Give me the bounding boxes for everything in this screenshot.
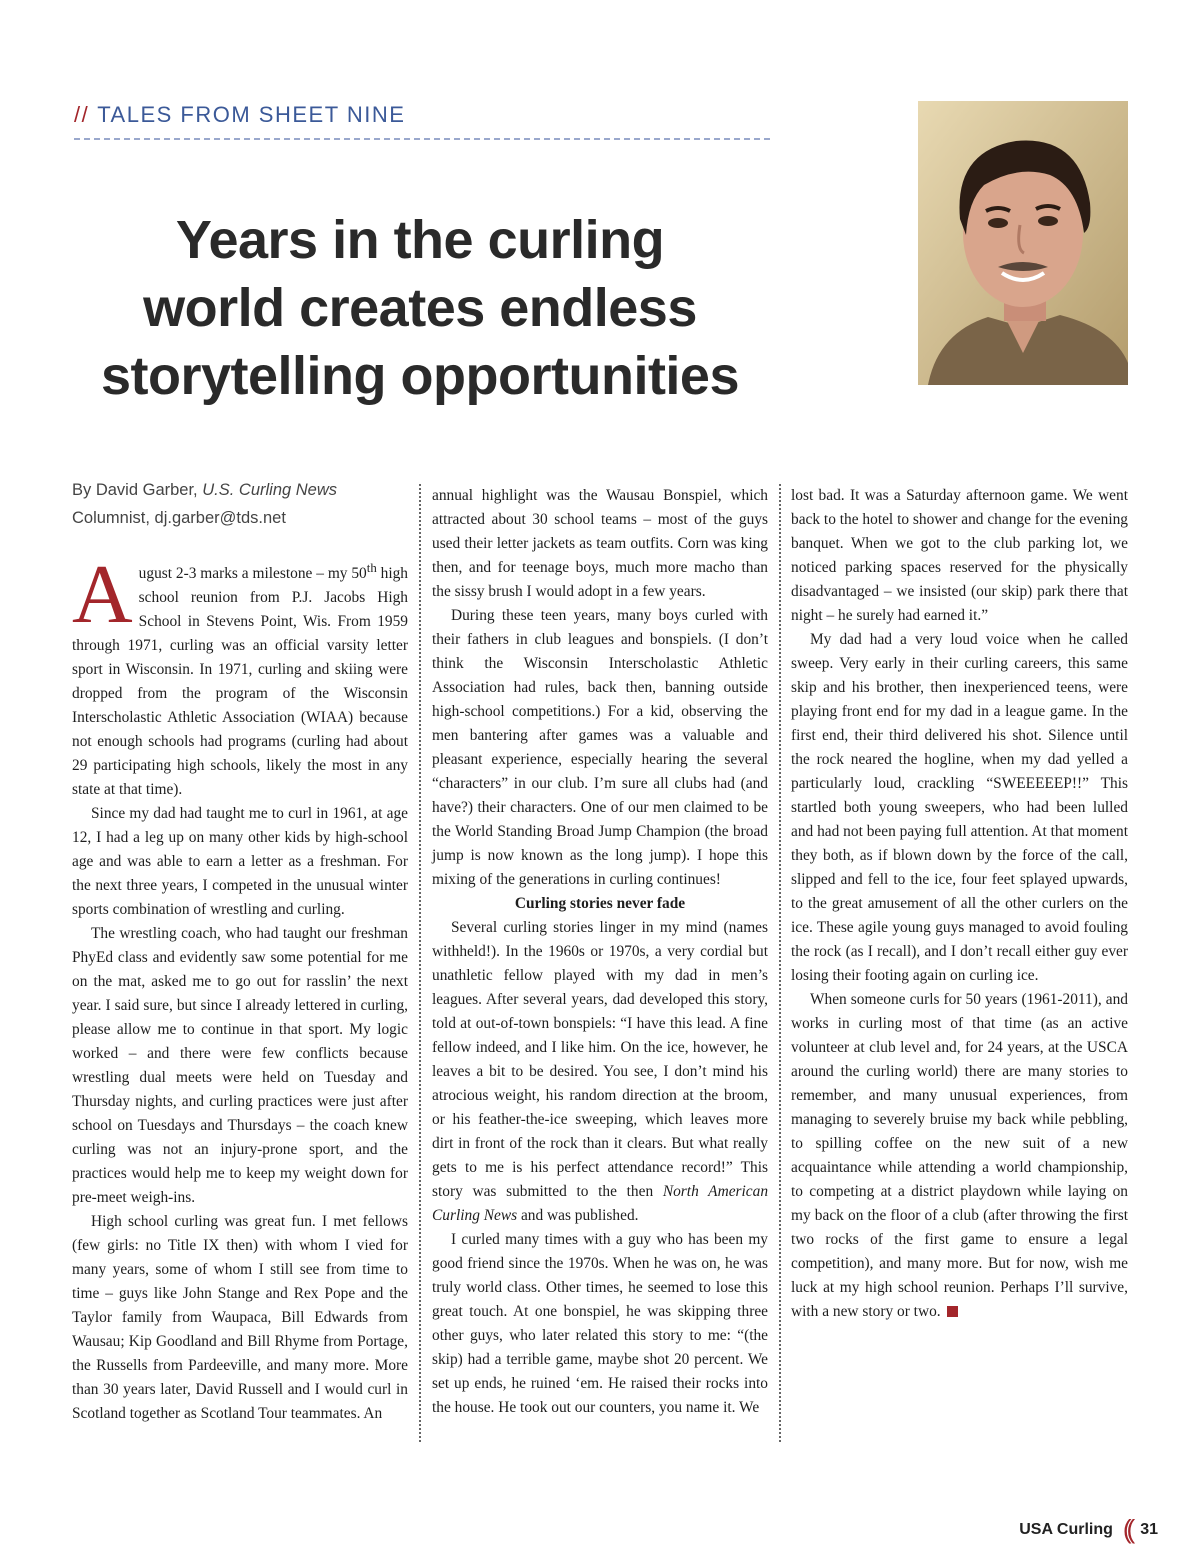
superscript-th: th — [366, 561, 377, 575]
article-column-2 — [432, 484, 768, 1420]
paragraph-7-continued: lost bad. It was a Saturday afternoon game. We went back to the hotel to shower and change for the evening banquet. When we got to the club parking lot, we noticed parking spaces reserved for the physically disadvantaged – we insisted (our skip) park there that night – he surely had earned it.” — [791, 487, 1128, 624]
page-number: 31 — [1140, 1520, 1158, 1538]
paragraph-9-text: When someone curls for 50 years (1961-2011), and works in curling most of that time (as an active volunteer at club level and, for 24 years, at the USCA around the curling world) there are many stories to remember, and many unusual experiences, from managing to severely bruise my back while pebbling, to spilling coffee on the new suit of a new acquaintance while attending a world championship, to competing at a district playdown while laying on my back on the floor of a club (after throwing the first two rocks of the first game to ensure a legal competition), and many more. But for now, wish me luck at my high school reunion. Perhaps I’ll survive, with a new story or two. — [791, 991, 1128, 1320]
headline-line-2: world creates endless — [143, 278, 697, 338]
paragraph-3: The wrestling coach, who had taught our freshman PhyEd class and evidently saw some potential for me on the mat, asked me to go out for rasslin’ the next year. I said sure, but since I already lettered in curling, please allow me to continue in that sport. My logic worked – and there were few conflicts because wrestling dual meets were held on Tuesday and Thursday nights, and curling practices were just after school on Tuesdays and Thursdays – the coach knew curling was not an injury-prone sport, and the practices would help me to keep my weight down for pre-meet weigh-ins. — [72, 925, 408, 1207]
paragraph-1-text-b: high school reunion from P.J. Jacobs High School in Stevens Point, Wis. From 1959 through 1971, curling was an official varsity letter sport in Wisconsin. In 1971, curling and skiing were dropped from the program of the Wisconsin Interscholastic Athletic Association (WIAA) because not enough schools had programs (curling had about 29 participating high schools, likely the most in any state at that time). — [72, 565, 408, 799]
paragraph-5: During these teen years, many boys curled with their fathers in club leagues and bonspiels. (I don’t think the Wisconsin Interscholastic Athletic Association had rules, back then, banning outside high-school competitions.) For a kid, observing the men bantering after games was a valuable and pleasant experience, especially hearing the several “characters” in our club. I’m sure all clubs had (and have?) their characters. One of our men claimed to be the World Standing Broad Jump Champion (the broad jump is now known as the long jump). I hope this mixing of the generations in curling continues! — [432, 607, 768, 888]
paragraph-4: High school curling was great fun. I met fellows (few girls: no Title IX then) with whom I vied for many years, some of whom I still see from time to time – guys like John Stange and Rex Pope and the Taylor family from Waupaca, Bill Edwards from Wausau; Kip Goodland and Bill Rhyme from Portage, the Russells from Pardeeville, and many more. More than 30 years later, David Russell and I would curl in Scotland together as Scotland Tour teammates. An — [72, 1213, 408, 1423]
column-divider-2 — [779, 484, 781, 1442]
author-portrait — [918, 101, 1128, 385]
kicker-divider — [74, 138, 770, 140]
column-divider-1 — [419, 484, 421, 1442]
paragraph-6-text-a: Several curling stories linger in my mind (names withheld!). In the 1960s or 1970s, a very cordial but unathletic fellow played with my dad in men’s leagues. After several years, dad developed this story, told at out-of-town bonspiels: “I have this lead. A fine fellow indeed, and I like him. On the ice, however, he leaves a bit to be desired. You see, I don’t mind his atrocious weight, his random direction at the broom, or his feather-the-ice sweeping, which leaves more dirt in front of the rock than it clears. But what really gets to me is his perfect attendance record!” This story was submitted to the then — [432, 919, 768, 1200]
subhead: Curling stories never fade — [514, 895, 686, 912]
paragraph-1 — [72, 548, 408, 802]
paragraph-1-text-a: ugust 2-3 marks a milestone – my 50 — [138, 565, 367, 583]
page-footer — [1019, 1514, 1158, 1545]
publication-title: North American Curling News — [432, 1183, 769, 1224]
headline-line-1: Years in the curling — [175, 210, 665, 270]
article-headline — [60, 206, 780, 410]
kicker-label: TALES FROM SHEET NINE — [97, 102, 406, 127]
headline-line-3: storytelling opportunities — [100, 346, 739, 406]
paragraph-9 — [791, 988, 1128, 1324]
byline-publication: U.S. Curling News — [202, 481, 338, 499]
author-portrait-illustration — [918, 101, 1128, 385]
footer-parenthesis-icon: (( — [1122, 1514, 1131, 1544]
paragraph-7: I curled many times with a guy who has been my good friend since the 1970s. When he was on, he was truly world class. Other times, he seemed to lose this great touch. At one bonspiel, he was skipping three other guys, who later related this story to me: “(the skip) had a terrible game, maybe shot 20 percent. We set up ends, he ruined ‘em. He raised their rocks into the house. He took out our counters, you name it. We — [432, 1231, 768, 1416]
section-kicker — [74, 102, 405, 128]
footer-magazine-name: USA Curling — [1019, 1520, 1113, 1538]
article-column-3 — [791, 484, 1128, 1324]
kicker-slashes: // — [74, 102, 90, 127]
byline-author: By David Garber, — [72, 481, 203, 499]
paragraph-2: Since my dad had taught me to curl in 1961, at age 12, I had a leg up on many other kids by high-school age and was able to earn a letter as a freshman. For the next three years, I competed in the unusual winter sports combination of wrestling and curling. — [72, 805, 408, 919]
drop-cap: A — [72, 548, 133, 641]
byline-columnist: Columnist, dj.garber@tds.net — [72, 509, 286, 527]
article-column-1 — [72, 548, 408, 1426]
byline — [72, 476, 402, 532]
paragraph-4-continued: annual highlight was the Wausau Bonspiel, which attracted about 30 school teams – most of the guys used their letter jackets as team outfits. Corn was king then, and for teenage boys, much more macho than the sissy brush I would adopt in a few years. — [432, 487, 768, 600]
paragraph-8: My dad had a very loud voice when he called sweep. Very early in their curling careers, this same skip and his brother, then inexperienced teens, were playing front end for my dad in a league game. In the first end, their third delivered his shot. Silence until the rock neared the hogline, when my dad yelled a particularly loud, crackling “SWEEEEEP!!” This startled both young sweepers, who had been lulled and had not been paying full attention. At that moment they both, as if blown down by the force of the call, slipped and fell to the ice, four feet splayed upwards, to the great amusement of all the other curlers on the ice. These agile young guys managed to avoid fouling the rock (as I recall), and I don’t recall either guy ever losing their footing again on curling ice. — [791, 631, 1128, 984]
paragraph-6 — [432, 916, 768, 1228]
end-of-article-square-icon — [947, 1306, 958, 1317]
paragraph-6-text-b: and was published. — [517, 1207, 639, 1224]
byline-author-line — [72, 476, 402, 504]
